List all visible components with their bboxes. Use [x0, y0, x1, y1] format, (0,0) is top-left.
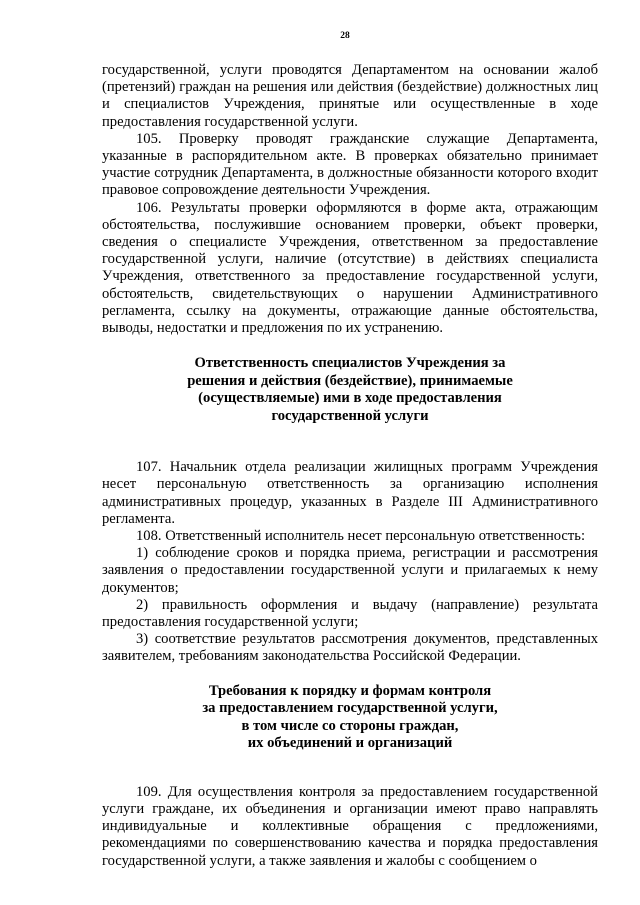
section-heading-responsibility	[102, 355, 598, 425]
section-heading-control	[102, 683, 598, 753]
heading-line: (осуществляемые) ими в ходе предоставления	[198, 390, 502, 407]
heading-line: решения и действия (бездействие), принимаемые	[187, 372, 513, 389]
page-number: 28	[340, 31, 350, 41]
document-page	[102, 28, 598, 870]
heading-line: Ответственность специалистов Учреждения за	[194, 355, 506, 372]
paragraph-107: 107. Начальник отдела реализации жилищных программ Учреждения несет персональную ответственность за организацию исполнения административных процедур, указанных в Разделе III Административного регламента.	[102, 459, 598, 527]
heading-line: в том числе со стороны граждан,	[241, 717, 459, 734]
paragraph-105: 105. Проверку проводят гражданские служащие Департамента, указанные в распорядительном акте. В проверках обязательно принимает участие сотрудник Департамента, в должностные обязанности которого входит правовое сопровождение деятельности Учреждения.	[102, 130, 598, 199]
list-item-3: 3) соответствие результатов рассмотрения документов, представленных заявителем, требованиям законодательства Российской Федерации.	[102, 631, 598, 665]
list-item-2: 2) правильность оформления и выдачу (направление) результата предоставления государственной услуги;	[102, 596, 598, 631]
paragraph-109: 109. Для осуществления контроля за предоставлением государственной услуги граждане, их объединения и организации имеют право направлять индивидуальные и коллективные обращения с предложениями, рекомендациями по совершенствованию качества и порядка предоставления государственной услуги, а также заявления и жалобы с сообщением о	[102, 783, 598, 869]
heading-line: за предоставлением государственной услуги,	[202, 700, 498, 717]
paragraph-continuation: государственной, услуги проводятся Департаментом на основании жалоб (претензий) граждан на решения или действия (бездействие) должностных лиц и специалистов Учреждения, принятые или осуществленные в ходе предоставления государственной услуги.	[102, 62, 598, 130]
paragraph-108: 108. Ответственный исполнитель несет персональную ответственность:	[136, 528, 585, 545]
paragraph-106: 106. Результаты проверки оформляются в форме акта, отражающим обстоятельства, послужившие основанием проверки, объект проверки, сведения о специалисте Учреждения, ответственном за предоставление государственной услуги, наличие (отсутствие) в действиях специалиста Учреждения, ответственного за предоставление государственной услуги, обстоятельств, свидетельствующих о нарушении Административного регламента, ссылку на документы, отражающие данные обстоятельства, выводы, недостатки и предложения по их устранению.	[102, 199, 598, 337]
list-item-1: 1) соблюдение сроков и порядка приема, регистрации и рассмотрения заявления о предоставлении государственной услуги и прилагаемых к нему документов;	[102, 545, 598, 596]
heading-line: государственной услуги	[271, 407, 429, 424]
heading-line: Требования к порядку и формам контроля	[208, 682, 492, 699]
heading-line: их объединений и организаций	[247, 735, 453, 752]
